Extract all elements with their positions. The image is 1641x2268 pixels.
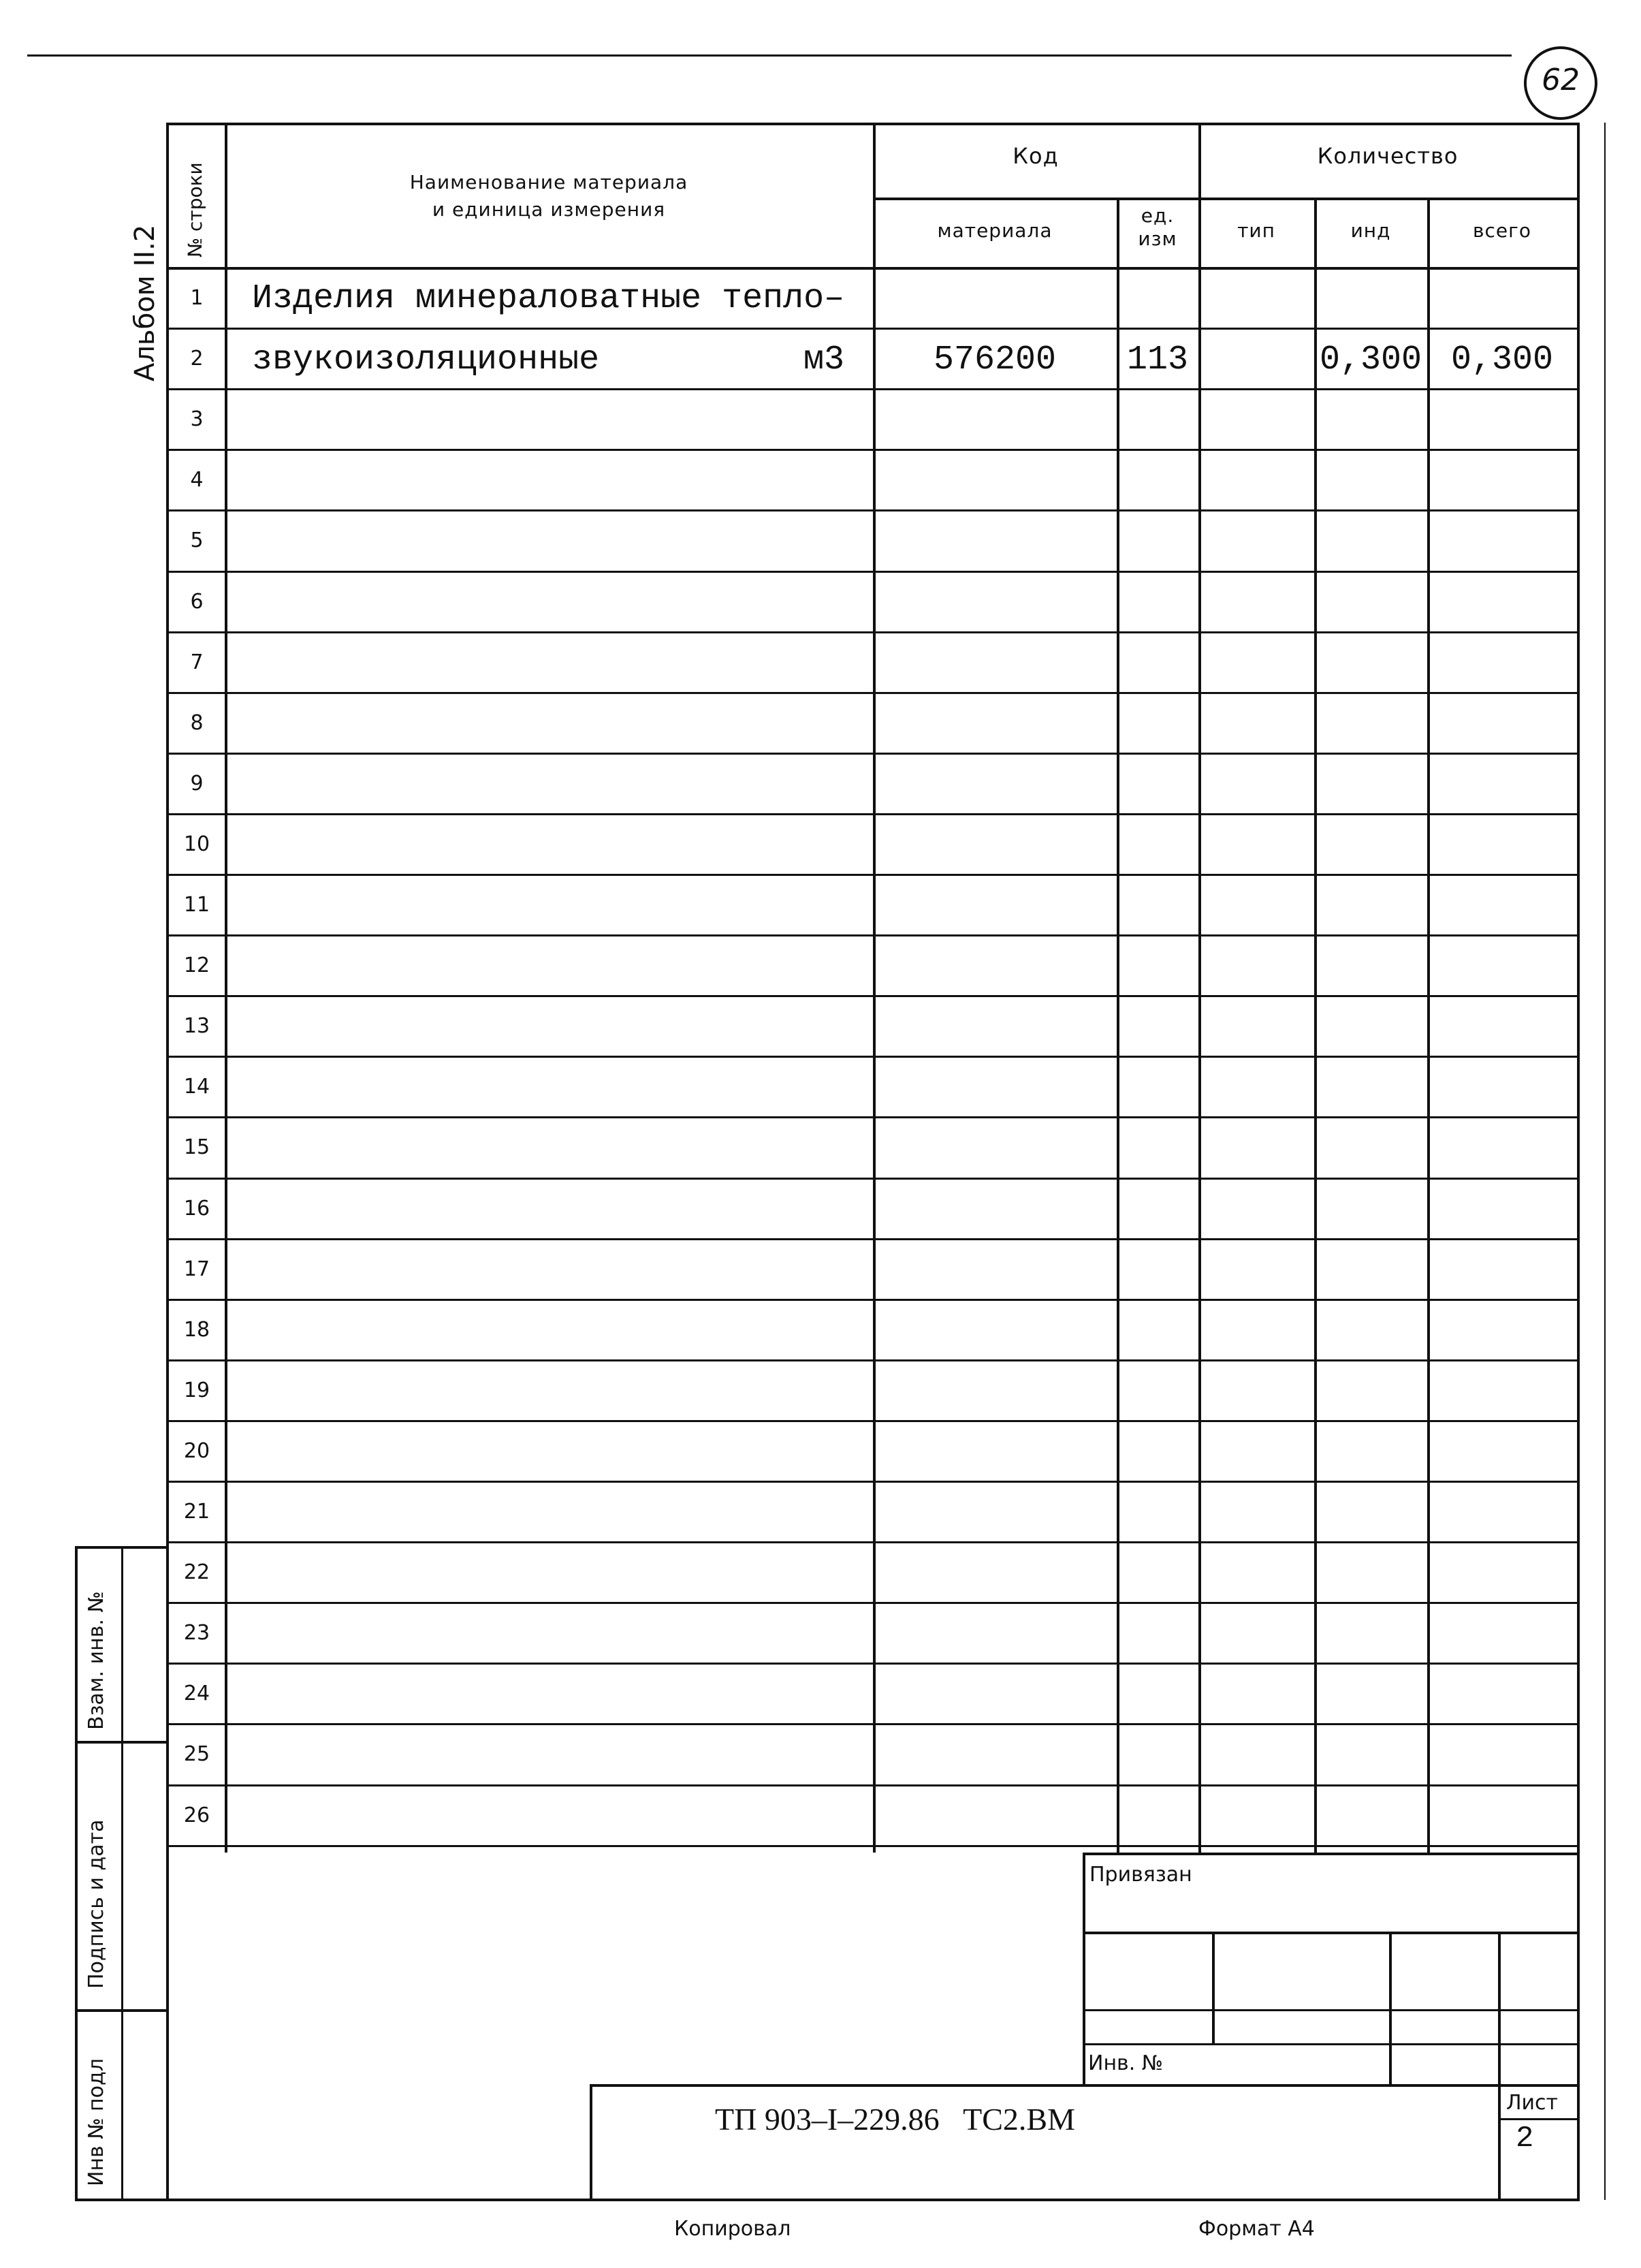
- row-number: 3: [190, 407, 204, 432]
- header-mid-line: [873, 198, 1577, 200]
- row-divider: [166, 692, 1577, 694]
- row-number: 5: [190, 529, 204, 553]
- tb-doc-left: [590, 2084, 592, 2199]
- far-right-tick: [1604, 123, 1606, 2200]
- row-divider: [166, 813, 1577, 815]
- page-number: 62: [1542, 63, 1580, 97]
- row-number: 15: [183, 1135, 210, 1160]
- row-divider: [166, 571, 1577, 573]
- row-number: 24: [183, 1682, 210, 1706]
- footer-format: Формат А4: [1198, 2217, 1315, 2241]
- side-stamp-div2: [75, 2009, 166, 2012]
- header-code-material: материала: [937, 219, 1053, 242]
- tb-sheet-no: 2: [1516, 2122, 1534, 2156]
- tb-line3: [1083, 2043, 1577, 2045]
- row-number: 21: [183, 1500, 210, 1524]
- row-divider: [166, 1784, 1577, 1786]
- row-number: 25: [183, 1742, 210, 1767]
- row-divider: [166, 1602, 1577, 1604]
- row-number: 26: [183, 1803, 210, 1827]
- row-number: 9: [190, 771, 204, 796]
- frame-right: [1577, 123, 1580, 2200]
- side-stamp-top: [75, 1546, 166, 1549]
- row-number: 10: [183, 832, 210, 856]
- frame-bottom: [75, 2199, 1580, 2201]
- frame-left: [166, 123, 169, 2200]
- footer-copied: Копировал: [674, 2217, 791, 2241]
- tb-col1: [1212, 1932, 1215, 2043]
- row-divider: [166, 1056, 1577, 1058]
- row1-name: Изделия минераловатные тепло–: [252, 279, 845, 318]
- row-number: 19: [183, 1378, 210, 1402]
- side-stamp-left: [75, 1546, 78, 2200]
- row-divider: [166, 509, 1577, 511]
- row-divider: [166, 1238, 1577, 1240]
- row-divider: [166, 1481, 1577, 1483]
- tb-doc-top: [590, 2084, 1577, 2087]
- row-number: 13: [183, 1014, 210, 1039]
- row-divider: [166, 328, 1577, 330]
- tb-sheet-label: Лист: [1506, 2091, 1559, 2115]
- row-divider: [166, 388, 1577, 390]
- row-divider: [166, 1359, 1577, 1361]
- row2-ind: 0,300: [1319, 341, 1422, 379]
- header-quantity: Количество: [1317, 143, 1459, 169]
- tb-top: [1083, 1853, 1577, 1855]
- side-stamp-mid: [121, 1546, 123, 2200]
- tb-inv-no: Инв. №: [1088, 2051, 1164, 2075]
- stamp-inv-podl: Инв № подл: [84, 2058, 108, 2186]
- tb-doc-code: ТП 903–I–229.86 ТС2.ВМ: [715, 2102, 1075, 2137]
- header-qty-total: всего: [1473, 219, 1531, 242]
- row-divider: [166, 1178, 1577, 1180]
- col-no-right: [225, 123, 227, 1853]
- row-divider: [166, 1845, 1577, 1847]
- row-divider: [166, 631, 1577, 633]
- row-number: 11: [183, 893, 210, 917]
- header-name: Наименование материала и единица измерения: [409, 171, 688, 221]
- row2-total: 0,300: [1450, 341, 1554, 379]
- row-number: 18: [183, 1317, 210, 1342]
- row-number: 12: [183, 954, 210, 978]
- row-number: 22: [183, 1560, 210, 1585]
- tb-col2: [1389, 1932, 1392, 2084]
- row-divider: [166, 1116, 1577, 1118]
- row-number: 23: [183, 1621, 210, 1645]
- top-rule: [27, 54, 1512, 57]
- side-stamp-div1: [75, 1741, 166, 1744]
- row-number: 20: [183, 1438, 210, 1463]
- row-number: 2: [190, 347, 204, 371]
- row2-unit-code: 113: [1126, 341, 1188, 379]
- row2-unit: м3: [803, 341, 845, 379]
- row-number: 8: [190, 710, 204, 735]
- stamp-vzam-inv: Взам. инв. №: [84, 1591, 108, 1730]
- tb-privyazan: Привязан: [1089, 1863, 1192, 1887]
- row-number: 4: [190, 468, 204, 492]
- header-code: Код: [1013, 143, 1059, 169]
- header-qty-type: тип: [1237, 219, 1275, 242]
- row-divider: [166, 753, 1577, 755]
- col-code-right: [1117, 198, 1119, 1853]
- row-divider: [166, 449, 1577, 451]
- header-row-no: № строки: [184, 162, 206, 257]
- col-ind-right: [1427, 198, 1430, 1853]
- header-code-unit: ед. изм: [1138, 204, 1177, 250]
- row-number: 7: [190, 650, 204, 674]
- tb-col3: [1498, 1932, 1501, 2199]
- row-number: 1: [190, 286, 204, 310]
- row-number: 6: [190, 589, 204, 614]
- row-divider: [166, 1723, 1577, 1725]
- row-divider: [166, 1420, 1577, 1422]
- row-divider: [166, 934, 1577, 936]
- album-label: Альбом II.2: [129, 224, 161, 381]
- row-number: 14: [183, 1075, 210, 1099]
- header-bottom-line: [166, 267, 1577, 270]
- tb-line2: [1083, 2009, 1577, 2011]
- tb-sheet-div: [1498, 2118, 1577, 2120]
- stamp-podpis-data: Подпись и дата: [84, 1819, 108, 1989]
- row-divider: [166, 1541, 1577, 1543]
- row-divider: [166, 1299, 1577, 1301]
- row-divider: [166, 874, 1577, 876]
- tb-line1: [1083, 1932, 1577, 1934]
- col-unit-right: [1198, 123, 1201, 1853]
- row-number: 17: [183, 1257, 210, 1281]
- header-qty-ind: инд: [1350, 219, 1391, 242]
- row-number: 16: [183, 1196, 210, 1220]
- col-name-right: [873, 123, 876, 1853]
- row2-name: звукоизоляционные: [252, 341, 600, 379]
- row-divider: [166, 995, 1577, 997]
- tb-left: [1083, 1853, 1085, 2084]
- row2-code: 576200: [933, 341, 1057, 379]
- col-type-right: [1314, 198, 1317, 1853]
- row-divider: [166, 1663, 1577, 1665]
